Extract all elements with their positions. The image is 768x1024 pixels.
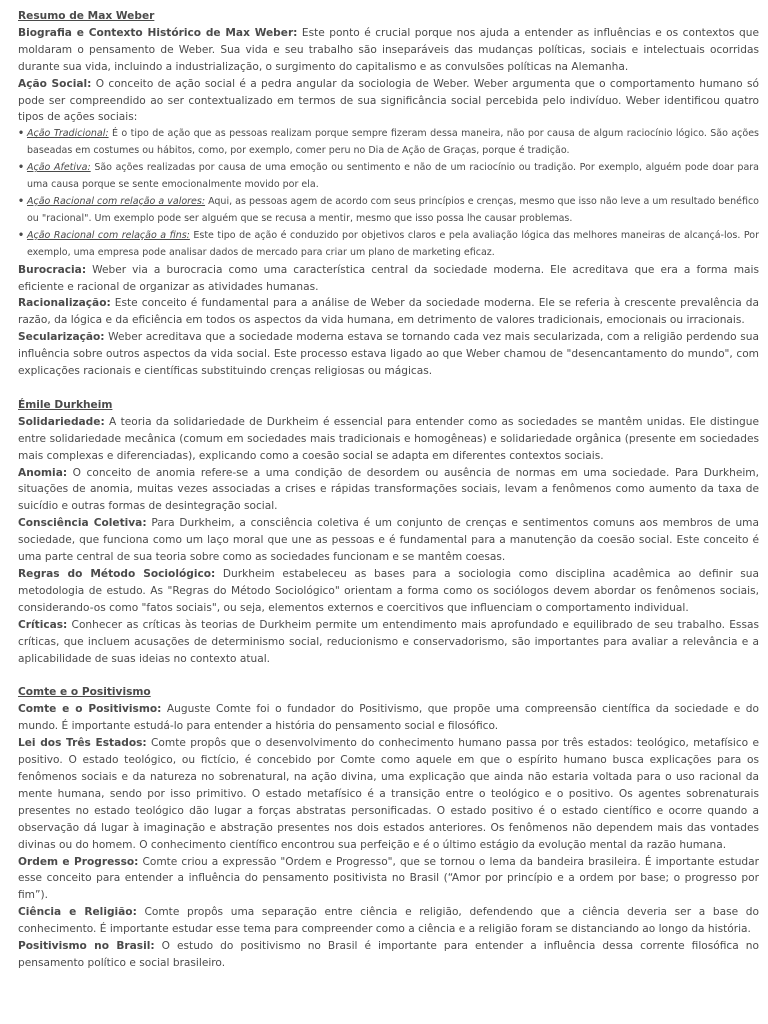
section-title-weber: Resumo de Max Weber [18,10,155,22]
term-ordem-progresso: Ordem e Progresso: [18,855,139,868]
text-burocracia: Weber via a burocracia como uma característica central da sociedade moderna. Ele acreditava que era a forma mais eficiente e racional de organizar as atividades humanas. [18,263,759,293]
term-burocracia: Burocracia: [18,263,87,276]
paragraph-solidariedade [18,414,759,465]
term-solidariedade: Solidariedade: [18,415,105,428]
paragraph-regras [18,566,759,617]
text-positivismo: Auguste Comte foi o fundador do Positivismo, que propõe uma compreensão científica da sociedade e do mundo. É importante estudá-lo para entender a história do pensamento social e filosófico. [18,703,759,733]
term-acao-social: Ação Social: [18,77,92,90]
text-secularizacao: Weber acreditava que a sociedade moderna estava se tornando cada vez mais secularizada, com a religião perdendo sua influência sobre outros aspectos da vida social. Este processo estava ligado ao que Weber chamou de "desencantamento do mundo", com explicações racionais e científicas substituindo crenças religiosas ou mágicas. [18,331,759,378]
section-spacer [18,380,759,397]
text-positivismo-brasil: O estudo do positivismo no Brasil é importante para entender a influência dessa corrente filosófica no pensamento político e social brasileiro. [18,940,759,969]
text-ordem-progresso: Comte criou a expressão "Ordem e Progresso", que se tornou o lema da bandeira brasileira. É importante estudar esse conceito para entender a influência do pensamento positivista no Brasil (“Amor por princípio e a ordem por base; o progresso por fim”). [18,855,759,902]
text-regras: Durkheim estabeleceu as bases para a sociologia como disciplina acadêmica ao definir sua metodologia de estudo. As "Regras do Método Sociológico" orientam a forma como os sociólogos devem abordar os fenômenos sociais, considerando-os como "fatos sociais", ou seja, elementos externos e coercitivos que influenciam o comportamento individual. [18,568,759,614]
term-tres-estados: Lei dos Três Estados: [18,737,147,750]
paragraph-secularizacao [18,329,759,380]
bullet-acao-fins [18,228,759,262]
bullet-dot: • [18,195,25,207]
text-acao-social: O conceito de ação social é a pedra angular da sociologia de Weber. Weber argumenta que o comportamento humano só pode ser compreendido ao ser contextualizado em termos de sua significância social percebida pelo indivíduo. Weber identificou quatro tipos de ações sociais: [18,77,759,124]
text-solidariedade: A teoria da solidariedade de Durkheim é essencial para entender como as sociedades se mantêm unidas. Ele distingue entre solidariedade mecânica (comum em sociedades mais tradicionais e homogêneas) e solidariedade orgânica (presente em sociedades mais complexas e diferenciadas), explicando como a coesão social se adapta em diferentes contextos sociais. [18,415,759,462]
term-positivismo-brasil: Positivismo no Brasil: [18,940,155,953]
term-secularizacao: Secularização: [18,331,105,344]
paragraph-consciencia [18,515,759,566]
text-bio: Este ponto é crucial porque nos ajuda a entender as influências e os contextos que moldaram o pensamento de Weber. Sua vida e seu trabalho são inseparáveis das mudanças políticas, sociais e intelectuais ocorridas durante sua vida, incluindo a industrialização, o surgimento do capitalismo e as convulsões políticas na Alemanha. [18,26,759,73]
text-acao-fins: Este tipo de ação é conduzido por objetivos claros e pela avaliação lógica das melhores maneiras de alcançá-los. Por exemplo, uma empresa pode analisar dados de mercado para criar um plano de marketing eficaz. [27,229,759,258]
paragraph-ciencia-religiao [18,904,759,938]
text-anomia: O conceito de anomia refere-se a uma condição de desordem ou ausência de normas em uma sociedade. Para Durkheim, situações de anomia, muitas vezes associadas a crises e rápidas transformações sociais, levam a fenômenos como aumento da taxa de suicídio e outras formas de desintegração social. [18,466,759,513]
bullet-acao-valores [18,194,759,228]
text-tres-estados: Comte propôs que o desenvolvimento do conhecimento humano passa por três estados: teológico, metafísico e positivo. O estado teológico, ou fictício, é concebido por Comte como aquele em que o espírito humano busca explicações para os fenômenos sociais e da natureza no sobrenatural, na ação divina, uma explicação que ainda não estaria voltada para o uso racional da mente humana, sendo por isso primitivo. O estado metafísico é a transição entre o teológico e o positivo. Os agentes sobrenaturais presentes no estado teológico dão lugar a forças abstratas personificadas. O estado positivo é o estado científico e ocorre quando a observação dá lugar à imaginação e abstração presentes nos dois estados anteriores. Os fenômenos não dependem mais das vontades divinas ou do homem. O conhecimento científico encontrou sua perfeição e é o último estágio da evolução mental da razão humana. [18,737,760,851]
term-anomia: Anomia: [18,466,68,479]
term-bio: Biografia e Contexto Histórico de Max Weber: [18,26,298,39]
term-regras: Regras do Método Sociológico: [18,568,216,580]
bullet-dot: • [18,162,25,174]
paragraph-criticas [18,617,759,668]
bullet-acao-afetiva [18,160,759,194]
document [18,8,759,972]
term-acao-fins: Ação Racional com relação a fins: [27,229,190,241]
paragraph-ordem-progresso [18,854,759,905]
paragraph-bio [18,25,759,76]
paragraph-racionalizacao [18,295,759,329]
text-racionalizacao: Este conceito é fundamental para a análise de Weber da sociedade moderna. Ele se referia à crescente prevalência da razão, da lógica e da eficiência em todos os aspectos da vida humana, em detrimento de valores tradicionais, emocionais ou irracionais. [18,297,759,327]
text-acao-valores: Aqui, as pessoas agem de acordo com seus princípios e crenças, mesmo que isso não leve a um resultado benéfico ou "racional". Um exemplo pode ser alguém que se recusa a mentir, mesmo que isso possa lhe causar problemas. [27,195,759,224]
bullet-acao-tradicional [18,126,759,160]
text-acao-tradicional: É o tipo de ação que as pessoas realizam porque sempre fizeram dessa maneira, não por causa de algum raciocínio lógico. São ações baseadas em costumes ou hábitos, como, por exemplo, comer peru no Dia de Ação de Graças, porque é tradição. [27,128,759,157]
text-consciencia: Para Durkheim, a consciência coletiva é um conjunto de crenças e sentimentos comuns aos membros de uma sociedade, que funciona como um laço moral que une as pessoas e é fundamental para a manutenção da coesão social. Este conceito é uma parte central de sua teoria sobre como as sociedades funcionam e se mantêm coesas. [18,517,759,564]
term-consciencia: Consciência Coletiva: [18,517,147,530]
paragraph-tres-estados [18,735,759,853]
text-criticas: Conhecer as críticas às teorias de Durkheim permite um entendimento mais aprofundado e equilibrado de seu trabalho. Essas críticas, que incluem acusações de determinismo social, reducionismo e conservadorismo, são importantes para avaliar a relevância e a aplicabilidade de suas ideias no contexto atual. [18,618,759,665]
term-racionalizacao: Racionalização: [18,297,111,310]
term-acao-tradicional: Ação Tradicional: [27,128,109,140]
term-acao-afetiva: Ação Afetiva: [27,162,91,174]
term-positivismo: Comte e o Positivismo: [18,703,162,716]
paragraph-acao-social [18,76,759,127]
section-spacer [18,667,759,684]
section-title-comte: Comte e o Positivismo [18,686,151,699]
text-acao-afetiva: São ações realizadas por causa de uma emoção ou sentimento e não de um raciocínio ou tradição. Por exemplo, alguém pode doar para uma causa porque se sente emocionalmente movido por ela. [27,162,759,191]
paragraph-positivismo-brasil [18,938,759,972]
section-title-durkheim: Émile Durkheim [18,398,113,411]
term-criticas: Críticas: [18,618,68,631]
paragraph-positivismo [18,701,759,735]
paragraph-anomia [18,465,759,516]
term-acao-valores: Ação Racional com relação a valores: [27,195,206,207]
bullet-dot: • [18,229,25,241]
term-ciencia-religiao: Ciência e Religião: [18,906,137,919]
text-ciencia-religiao: Comte propôs uma separação entre ciência e religião, defendendo que a ciência deveria ser a base do conhecimento. É importante estudar esse tema para compreender como a ciência e a religião foram se distanciando ao longo da história. [18,906,759,936]
bullet-dot: • [18,128,25,140]
paragraph-burocracia [18,262,759,296]
